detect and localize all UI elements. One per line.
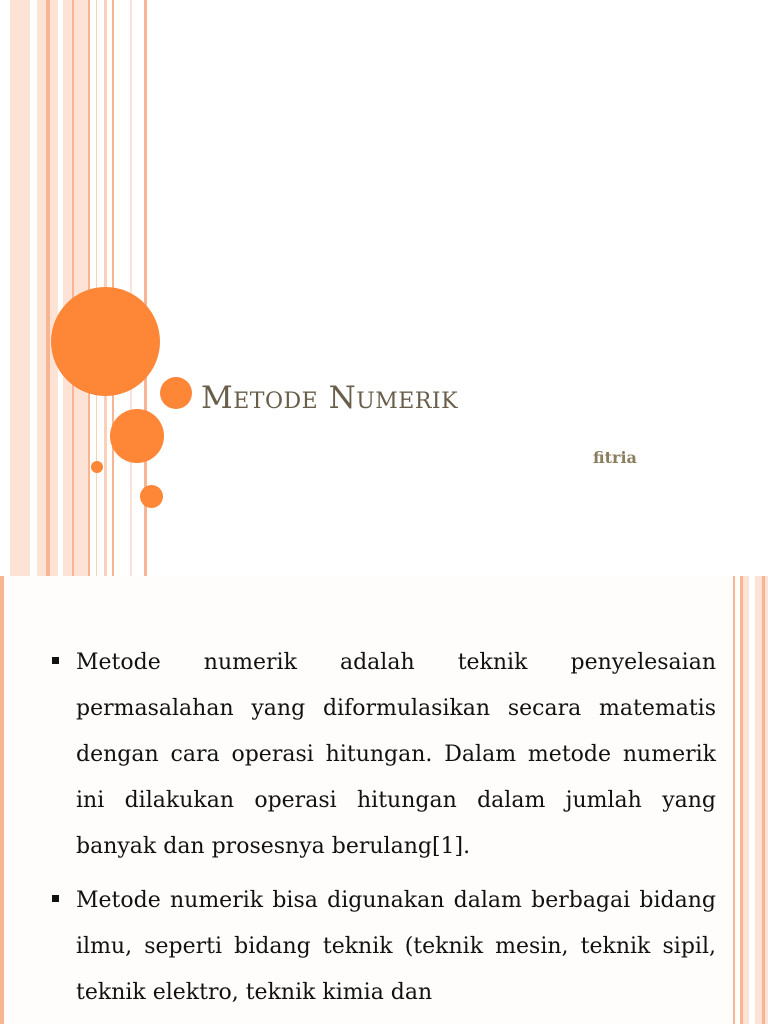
decorative-stripe <box>88 0 90 576</box>
decorative-stripe <box>30 0 37 576</box>
list-item <box>48 878 716 1016</box>
square-bullet-icon <box>52 895 59 902</box>
decorative-stripe <box>58 0 63 576</box>
decorative-stripe <box>130 0 132 576</box>
decorative-stripe <box>46 0 50 576</box>
decorative-stripe <box>733 576 735 1024</box>
decorative-circle-small <box>160 377 192 409</box>
decorative-stripe <box>72 0 74 576</box>
decorative-circle-small <box>140 485 163 508</box>
decorative-stripe <box>762 576 765 1024</box>
decorative-circle-medium <box>110 409 164 463</box>
list-item <box>48 640 716 870</box>
slide-title: Metode Numerik <box>201 380 459 416</box>
bullet-list <box>48 640 716 1024</box>
bullet-text: Metode numerik bisa digunakan dalam berbagai bidang ilmu, seperti bidang teknik (teknik mesin, teknik sipil, teknik elektro, teknik kimia dan <box>76 888 716 1005</box>
decorative-circle-large <box>51 287 160 396</box>
decorative-stripe <box>0 0 10 576</box>
decorative-stripe <box>0 576 4 1024</box>
decorative-stripe <box>749 576 755 1024</box>
decorative-stripe <box>740 576 743 1024</box>
decorative-circle-tiny <box>91 461 103 473</box>
content-slide <box>0 576 768 1024</box>
bullet-text: Metode numerik adalah teknik penyelesaian permasalahan yang diformulasikan secara matematis dengan cara operasi hitungan. Dalam metode numerik ini dilakukan operasi hitungan dalam jumlah yang banyak dan prosesnya berulang[1]. <box>76 650 716 859</box>
square-bullet-icon <box>52 657 59 664</box>
slide-subtitle: fitria <box>593 448 637 467</box>
